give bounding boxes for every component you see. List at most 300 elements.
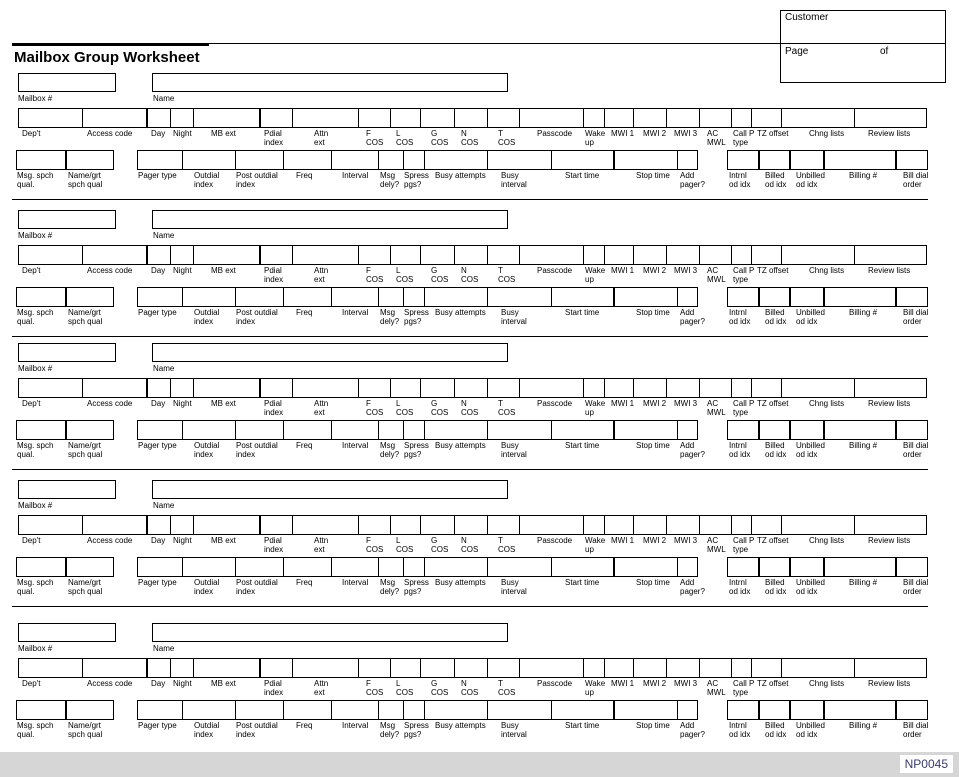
field-cell[interactable] <box>82 108 148 128</box>
field-cell[interactable] <box>751 108 782 128</box>
field-cell[interactable] <box>235 557 284 577</box>
field-cell[interactable] <box>677 557 698 577</box>
field-cell[interactable] <box>824 420 896 440</box>
field-cell[interactable] <box>519 658 584 678</box>
field-divider <box>613 287 615 307</box>
field-label: Access code <box>87 536 133 545</box>
field-label: Billed od idx <box>765 308 787 326</box>
field-cell[interactable] <box>551 287 615 307</box>
field-cell[interactable] <box>583 108 605 128</box>
field-label: TZ offset <box>757 129 789 138</box>
field-cell[interactable] <box>487 515 520 535</box>
field-cell[interactable] <box>358 378 391 398</box>
field-cell[interactable] <box>182 700 236 720</box>
field-cell[interactable] <box>420 108 455 128</box>
field-cell[interactable] <box>751 378 782 398</box>
field-label: Call P type <box>733 399 755 417</box>
field-cell[interactable] <box>193 245 261 265</box>
field-cell[interactable] <box>677 287 698 307</box>
field-cell[interactable] <box>854 515 927 535</box>
field-label: TZ offset <box>757 679 789 688</box>
field-cell[interactable] <box>751 515 782 535</box>
field-label: Access code <box>87 679 133 688</box>
field-label: G COS <box>431 129 449 147</box>
field-cell[interactable] <box>633 108 667 128</box>
field-cell[interactable] <box>137 420 183 440</box>
field-cell[interactable] <box>551 420 615 440</box>
field-cell[interactable] <box>604 108 634 128</box>
field-cell[interactable] <box>358 108 391 128</box>
field-cell[interactable] <box>137 150 183 170</box>
field-cell[interactable] <box>420 245 455 265</box>
field-cell[interactable] <box>16 150 66 170</box>
field-label: Review lists <box>868 129 911 138</box>
field-label: Busy attempts <box>435 721 486 730</box>
field-cell[interactable] <box>403 700 425 720</box>
field-cell[interactable] <box>147 658 171 678</box>
field-label: Outdial index <box>194 578 220 596</box>
field-cell[interactable] <box>260 378 293 398</box>
mailbox-number-label: Mailbox # <box>18 364 53 373</box>
field-label: Intrnl od idx <box>729 721 751 739</box>
field-cell[interactable] <box>487 287 552 307</box>
field-label: Pager type <box>138 578 177 587</box>
field-cell[interactable] <box>18 515 83 535</box>
field-label: Freq <box>296 308 313 317</box>
field-cell[interactable] <box>896 420 928 440</box>
field-cell[interactable] <box>16 557 66 577</box>
field-cell[interactable] <box>781 108 855 128</box>
field-cell[interactable] <box>378 287 404 307</box>
field-cell[interactable] <box>896 287 928 307</box>
field-label: Post outdial index <box>236 721 278 739</box>
field-cell[interactable] <box>633 658 667 678</box>
field-cell[interactable] <box>283 287 332 307</box>
field-cell[interactable] <box>824 557 896 577</box>
name-label: Name <box>153 501 175 510</box>
field-cell[interactable] <box>378 420 404 440</box>
field-cell[interactable] <box>896 700 928 720</box>
field-cell[interactable] <box>147 108 171 128</box>
field-label: MB ext <box>211 536 236 545</box>
field-cell[interactable] <box>551 557 615 577</box>
field-cell[interactable] <box>193 378 261 398</box>
field-cell[interactable] <box>378 557 404 577</box>
field-cell[interactable] <box>235 150 284 170</box>
field-cell[interactable] <box>82 658 148 678</box>
field-label: Day <box>151 129 166 138</box>
field-divider <box>613 557 615 577</box>
field-label: L COS <box>396 266 414 284</box>
field-label: Stop time <box>636 441 670 450</box>
field-cell[interactable] <box>331 287 379 307</box>
field-cell[interactable] <box>403 420 425 440</box>
field-label: Spress pgs? <box>404 578 429 596</box>
field-label: Bill dial order <box>903 721 929 739</box>
field-cell[interactable] <box>551 150 615 170</box>
field-cell[interactable] <box>487 378 520 398</box>
field-cell[interactable] <box>66 700 114 720</box>
field-cell[interactable] <box>781 245 855 265</box>
field-cell[interactable] <box>358 515 391 535</box>
field-cell[interactable] <box>16 420 66 440</box>
field-cell[interactable] <box>403 150 425 170</box>
field-cell[interactable] <box>604 515 634 535</box>
field-label: L COS <box>396 536 414 554</box>
field-cell[interactable] <box>454 245 488 265</box>
field-cell[interactable] <box>454 658 488 678</box>
field-label: Msg. spch qual. <box>17 308 54 326</box>
field-cell[interactable] <box>731 378 752 398</box>
field-cell[interactable] <box>420 658 455 678</box>
field-cell[interactable] <box>614 700 678 720</box>
field-cell[interactable] <box>260 245 293 265</box>
field-cell[interactable] <box>487 245 520 265</box>
field-cell[interactable] <box>390 245 421 265</box>
field-cell[interactable] <box>147 378 171 398</box>
field-cell[interactable] <box>751 658 782 678</box>
field-label: MB ext <box>211 129 236 138</box>
field-cell[interactable] <box>487 420 552 440</box>
field-label: Freq <box>296 721 313 730</box>
field-cell[interactable] <box>633 515 667 535</box>
field-cell[interactable] <box>66 420 114 440</box>
field-cell[interactable] <box>82 515 148 535</box>
field-cell[interactable] <box>790 420 824 440</box>
field-cell[interactable] <box>731 245 752 265</box>
mailbox-number-field[interactable] <box>18 210 116 229</box>
field-cell[interactable] <box>854 245 927 265</box>
field-cell[interactable] <box>824 700 896 720</box>
field-label: N COS <box>461 679 479 697</box>
field-cell[interactable] <box>403 557 425 577</box>
field-cell[interactable] <box>759 150 790 170</box>
field-cell[interactable] <box>604 245 634 265</box>
field-label: Add pager? <box>680 721 705 739</box>
field-cell[interactable] <box>147 515 171 535</box>
field-label: MWI 1 <box>611 679 635 688</box>
field-label: MWI 1 <box>611 266 635 275</box>
field-cell[interactable] <box>235 700 284 720</box>
field-cell[interactable] <box>727 287 759 307</box>
field-cell[interactable] <box>781 515 855 535</box>
field-label: Post outdial index <box>236 171 278 189</box>
field-cell[interactable] <box>731 108 752 128</box>
field-cell[interactable] <box>66 150 114 170</box>
field-cell[interactable] <box>82 378 148 398</box>
field-label: Spress pgs? <box>404 308 429 326</box>
field-label: Day <box>151 536 166 545</box>
field-cell[interactable] <box>727 557 759 577</box>
field-cell[interactable] <box>666 245 700 265</box>
field-cell[interactable] <box>378 150 404 170</box>
field-cell[interactable] <box>604 378 634 398</box>
field-cell[interactable] <box>170 108 194 128</box>
field-label: MWI 1 <box>611 399 635 408</box>
field-cell[interactable] <box>283 557 332 577</box>
field-label: MWI 3 <box>674 129 698 138</box>
field-label: Start time <box>565 721 600 730</box>
field-cell[interactable] <box>731 515 752 535</box>
field-cell[interactable] <box>292 245 359 265</box>
field-cell[interactable] <box>790 700 824 720</box>
field-label: Intrnl od idx <box>729 578 751 596</box>
field-label: MB ext <box>211 399 236 408</box>
field-cell[interactable] <box>854 108 927 128</box>
field-cell[interactable] <box>390 515 421 535</box>
field-cell[interactable] <box>66 287 114 307</box>
field-cell[interactable] <box>487 108 520 128</box>
field-cell[interactable] <box>193 108 261 128</box>
field-cell[interactable] <box>16 287 66 307</box>
field-cell[interactable] <box>420 515 455 535</box>
field-cell[interactable] <box>790 287 824 307</box>
field-label: Add pager? <box>680 578 705 596</box>
field-label: Chng lists <box>809 266 845 275</box>
field-cell[interactable] <box>18 378 83 398</box>
field-label: TZ offset <box>757 399 789 408</box>
field-cell[interactable] <box>147 245 171 265</box>
field-cell[interactable] <box>331 150 379 170</box>
field-cell[interactable] <box>260 108 293 128</box>
field-cell[interactable] <box>759 287 790 307</box>
name-field[interactable] <box>152 343 508 362</box>
field-cell[interactable] <box>390 658 421 678</box>
field-label: Dep't <box>22 536 41 545</box>
field-label: Outdial index <box>194 441 220 459</box>
field-label: Chng lists <box>809 679 845 688</box>
field-cell[interactable] <box>420 378 455 398</box>
field-label: Passcode <box>537 266 573 275</box>
field-cell[interactable] <box>666 515 700 535</box>
field-cell[interactable] <box>170 378 194 398</box>
mailbox-number-field[interactable] <box>18 623 116 642</box>
field-cell[interactable] <box>790 150 824 170</box>
field-cell[interactable] <box>727 420 759 440</box>
field-label: Add pager? <box>680 441 705 459</box>
field-cell[interactable] <box>583 658 605 678</box>
field-cell[interactable] <box>358 658 391 678</box>
field-cell[interactable] <box>283 700 332 720</box>
field-cell[interactable] <box>759 557 790 577</box>
field-cell[interactable] <box>292 108 359 128</box>
field-label: Post outdial index <box>236 441 278 459</box>
field-cell[interactable] <box>182 150 236 170</box>
field-cell[interactable] <box>390 378 421 398</box>
field-divider <box>146 245 148 265</box>
field-cell[interactable] <box>731 658 752 678</box>
field-cell[interactable] <box>235 287 284 307</box>
field-cell[interactable] <box>896 150 928 170</box>
field-cell[interactable] <box>292 515 359 535</box>
field-label: Interval <box>342 171 369 180</box>
field-cell[interactable] <box>727 150 759 170</box>
customer-box-divider <box>781 43 945 44</box>
field-label: Bill dial order <box>903 308 929 326</box>
field-cell[interactable] <box>633 378 667 398</box>
field-cell[interactable] <box>182 420 236 440</box>
field-label: MWI 3 <box>674 679 698 688</box>
field-cell[interactable] <box>677 150 698 170</box>
field-cell[interactable] <box>16 700 66 720</box>
field-cell[interactable] <box>454 108 488 128</box>
block-separator <box>12 606 928 607</box>
field-cell[interactable] <box>390 108 421 128</box>
field-cell[interactable] <box>170 658 194 678</box>
field-label: Name/grt spch qual <box>68 171 103 189</box>
field-cell[interactable] <box>487 150 552 170</box>
field-cell[interactable] <box>699 515 732 535</box>
field-cell[interactable] <box>82 245 148 265</box>
field-cell[interactable] <box>519 245 584 265</box>
field-cell[interactable] <box>790 557 824 577</box>
field-label: MB ext <box>211 266 236 275</box>
field-cell[interactable] <box>519 515 584 535</box>
field-cell[interactable] <box>170 515 194 535</box>
field-cell[interactable] <box>583 378 605 398</box>
field-cell[interactable] <box>614 287 678 307</box>
field-cell[interactable] <box>854 378 927 398</box>
field-cell[interactable] <box>781 378 855 398</box>
field-label: Pager type <box>138 171 177 180</box>
field-label: Day <box>151 399 166 408</box>
field-cell[interactable] <box>283 420 332 440</box>
field-label: Review lists <box>868 399 911 408</box>
field-label: Start time <box>565 171 600 180</box>
field-cell[interactable] <box>424 557 488 577</box>
field-label: Unbilled od idx <box>796 721 825 739</box>
field-label: Busy interval <box>501 171 527 189</box>
field-cell[interactable] <box>487 557 552 577</box>
field-label: F COS <box>366 266 384 284</box>
field-cell[interactable] <box>182 287 236 307</box>
field-cell[interactable] <box>424 150 488 170</box>
field-cell[interactable] <box>193 515 261 535</box>
field-cell[interactable] <box>519 108 584 128</box>
field-cell[interactable] <box>699 108 732 128</box>
field-label: Billing # <box>849 721 878 730</box>
field-cell[interactable] <box>751 245 782 265</box>
field-cell[interactable] <box>666 378 700 398</box>
field-cell[interactable] <box>551 700 615 720</box>
field-divider <box>613 420 615 440</box>
field-label: F COS <box>366 129 384 147</box>
name-field[interactable] <box>152 480 508 499</box>
field-cell[interactable] <box>331 557 379 577</box>
mailbox-number-label: Mailbox # <box>18 644 53 653</box>
mailbox-number-label: Mailbox # <box>18 231 53 240</box>
field-cell[interactable] <box>727 700 759 720</box>
field-cell[interactable] <box>331 420 379 440</box>
field-cell[interactable] <box>292 658 359 678</box>
field-label: Review lists <box>868 266 911 275</box>
field-cell[interactable] <box>454 515 488 535</box>
field-cell[interactable] <box>66 557 114 577</box>
field-cell[interactable] <box>583 245 605 265</box>
field-cell[interactable] <box>292 378 359 398</box>
mailbox-number-field[interactable] <box>18 343 116 362</box>
field-label: Msg. spch qual. <box>17 578 54 596</box>
name-field[interactable] <box>152 623 508 642</box>
field-cell[interactable] <box>614 557 678 577</box>
field-cell[interactable] <box>170 245 194 265</box>
field-cell[interactable] <box>699 245 732 265</box>
mailbox-number-label: Mailbox # <box>18 501 53 510</box>
field-cell[interactable] <box>283 150 332 170</box>
field-cell[interactable] <box>182 557 236 577</box>
field-cell[interactable] <box>824 287 896 307</box>
field-cell[interactable] <box>677 420 698 440</box>
field-label: Passcode <box>537 129 573 138</box>
field-cell[interactable] <box>614 420 678 440</box>
field-cell[interactable] <box>137 557 183 577</box>
field-cell[interactable] <box>781 658 855 678</box>
field-label: Busy attempts <box>435 578 486 587</box>
field-cell[interactable] <box>759 420 790 440</box>
name-field[interactable] <box>152 73 508 92</box>
field-cell[interactable] <box>193 658 261 678</box>
field-cell[interactable] <box>699 658 732 678</box>
field-label: Stop time <box>636 578 670 587</box>
field-cell[interactable] <box>824 150 896 170</box>
field-cell[interactable] <box>487 700 552 720</box>
field-cell[interactable] <box>854 658 927 678</box>
field-label: Attn ext <box>314 679 329 697</box>
field-cell[interactable] <box>896 557 928 577</box>
mailbox-number-field[interactable] <box>18 73 116 92</box>
field-cell[interactable] <box>378 700 404 720</box>
field-label: Msg dely? <box>380 721 400 739</box>
field-cell[interactable] <box>358 245 391 265</box>
field-cell[interactable] <box>137 700 183 720</box>
field-label: Pdial index <box>264 679 284 697</box>
field-cell[interactable] <box>666 108 700 128</box>
field-cell[interactable] <box>18 108 83 128</box>
name-field[interactable] <box>152 210 508 229</box>
field-cell[interactable] <box>519 378 584 398</box>
field-cell[interactable] <box>699 378 732 398</box>
field-cell[interactable] <box>403 287 425 307</box>
field-cell[interactable] <box>260 658 293 678</box>
field-label: Dep't <box>22 129 41 138</box>
field-cell[interactable] <box>424 287 488 307</box>
field-cell[interactable] <box>18 245 83 265</box>
field-label: L COS <box>396 399 414 417</box>
field-cell[interactable] <box>424 420 488 440</box>
field-cell[interactable] <box>454 378 488 398</box>
field-divider <box>146 378 148 398</box>
field-cell[interactable] <box>677 700 698 720</box>
field-cell[interactable] <box>614 150 678 170</box>
field-cell[interactable] <box>487 658 520 678</box>
field-label: Intrnl od idx <box>729 171 751 189</box>
field-label: Msg dely? <box>380 308 400 326</box>
field-label: AC MWL <box>707 129 726 147</box>
field-cell[interactable] <box>633 245 667 265</box>
field-cell[interactable] <box>583 515 605 535</box>
field-cell[interactable] <box>331 700 379 720</box>
field-cell[interactable] <box>18 658 83 678</box>
field-cell[interactable] <box>759 700 790 720</box>
field-cell[interactable] <box>604 658 634 678</box>
mailbox-number-field[interactable] <box>18 480 116 499</box>
field-cell[interactable] <box>424 700 488 720</box>
field-cell[interactable] <box>137 287 183 307</box>
of-label: of <box>880 46 889 57</box>
field-cell[interactable] <box>235 420 284 440</box>
field-cell[interactable] <box>260 515 293 535</box>
field-cell[interactable] <box>666 658 700 678</box>
